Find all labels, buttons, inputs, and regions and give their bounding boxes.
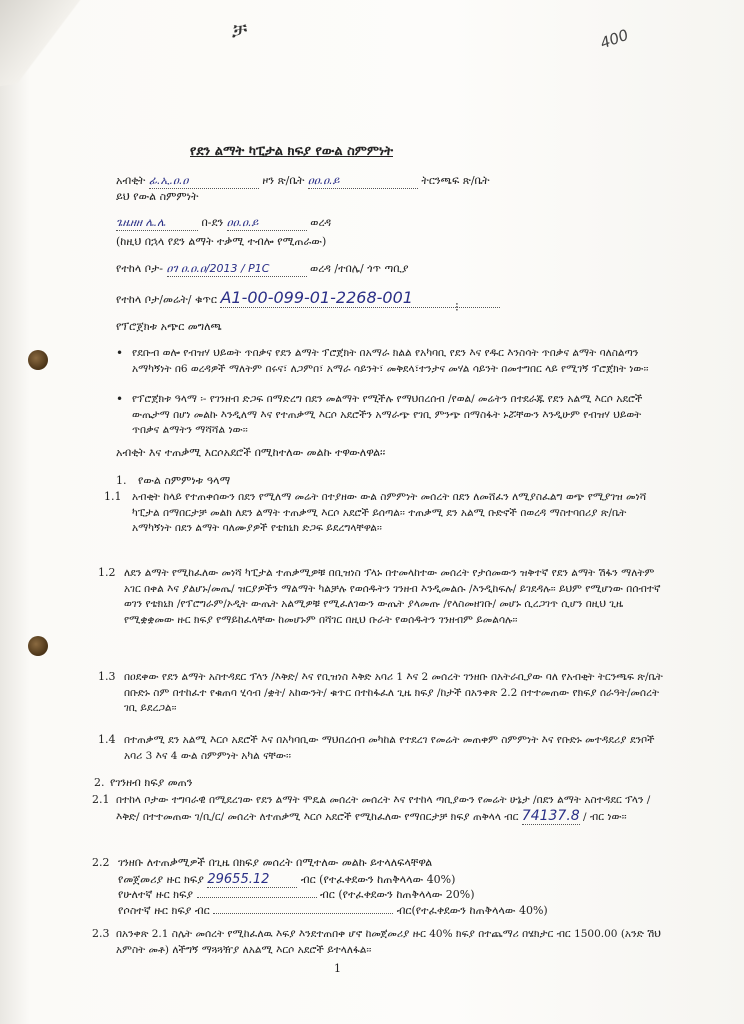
header-row-6: የተከላ ቦታ/መሬት/ ቁጥር A1-00-099-01-2268-001 [116,288,500,308]
handwritten-mark: ቻ [232,18,248,42]
header-row-3: ጌዜዘዘ ሌ.ሌ በ-ደን ዐዐ.ዐ.ይ ወረዳ [116,216,332,229]
bullet-text-1: የደቡብ ወሎ የብዝሃ ህይወት ጥበቃና የደን ልማት ፕሮጀክት በአማራ ክልል የአካባቢ የደን እና የዱር እንስሳት ጥበቃና ልማት ባለስልጣን አማካኝነት በ6 ወረዳዎች ማለትም በሩና፣ ለጋምበ፣ አማራ ሳይንት፣ መቅደላ፣ተንታና መሃል ሳይንት በመተግበር ላይ የሚገኝ ፕሮጀክት ነው፡፡ [132,347,649,375]
handwritten-zone: ፊ.ኢ.ዐ.ዐ [149,174,259,189]
punch-hole-bottom [28,636,48,656]
corner-number: 400 [597,25,631,53]
header-row-5: የተከላ ቦታ- ዐገ ዐ.ዐ.ዐ/2013 / P1C ወረዳ /ተበሌ/ ጎጥ ጣቢያ [116,262,409,275]
clause-number: 1.3 [98,670,116,683]
bullet-text-2: የፕሮጀክቱ ዓላማ ፡- የገንዘብ ድጋፍ በማድረግ በደን መልማት የሚችሉ የማህበረሰብ /የወል/ መሬትን በተደራጁ የደን አልሚ እርሶ አደሮች ውጤታማ በሆነ መልኩ እንዲለማ እና የተጠቃሚ እርሶ አደሮችን አማራጭ የገቢ ምንጭ በማስፋት ኑሯቸውን እንዲሁም የብዝሃ ህይወት ጥበቃና ልማትን ማሻሻል ነው፡፡ [132,393,643,436]
header-row-2: ይህ የውል ስምምነት [116,190,199,203]
project-summary-heading: የፕሮጀክቱ አጭር መግለጫ [116,320,222,333]
clause-text: በተከላ ቦታው ተግባራዊ በሚደረገው የደን ልማት ሞዴል መሰረት መሰረት እና የተከላ ጣቢያውን የመሬት ሁኔታ /በደን ልማት አስተዳደር ፕላን /እቅድ/ በተተመጠው ገ/ቢ/ር/ መሰረት ለተጠቃሚ እርሶ አደሮች የሚከፈለው የማበርታቻ ክፍያ ጠቅላላ ብር 74137.8 / ብር ነው፡፡ [116,794,651,824]
payment-line-2: የሁለተኛ ዙር ክፍያ ብር (የተፈቀደውን ከጠቅላላው 20%) [118,888,475,901]
header-row-4: (ከዚህ በኋላ የደን ልማት ተቃሚ ተብሎ የሚጠራው) [116,235,327,248]
handwritten-total-amount: 74137.8 [521,807,580,824]
clause-number: 2.1 [92,793,110,806]
page-number: 1 [334,962,341,975]
blank-third-payment [213,913,393,914]
clause-text: በአንቀጽ 2.1 ስሌት መሰረት የሚከፈለዉ እፍያ እንደተጠበቀ ሆኖ ከመጀመሪያ ዙር 40% ክፍያ በተጨማሪ በሄክታር ብር 1500.00 (አንድ ሽህ አምስት መቶ) ለችግኝ ማጓጓዥያ ለአልሚ እርሶ አደሮች ይተላለፋል፡፡ [116,928,661,956]
punch-hole-top [28,350,48,370]
clause-number: 1.1 [104,490,122,503]
section-title: የገንዘብ ክፍያ መጠን [110,776,193,789]
section-number: 2. [94,776,105,789]
clause-number: 2.2 [92,856,110,869]
document-title: የደን ልማት ካፒታል ክፍያ የውል ስምምነት [190,144,393,159]
handwritten-woreda: ዐዐ.ዐ.ይ [227,216,307,231]
handwritten-group-name: ጌዜዘዘ ሌ.ሌ [116,216,198,231]
clause-text: አብቂት ከላይ የተጠቀሰውን በደን የሚለማ መሬት በተያዘው ውል ስምምነት መሰረት በደን ለመሸፈን ለሚያስፈልግ ወጭ የሚያገዝ መነሻ ካፒታል በማበርታቻ መልክ ለደን ልማት ተጠቃሚ እርሶ አደሮች ይሰጣል፡፡ ተጠቃሚ ደን አልሚ ቡድኖች በወረዳ ማስተባበሪያ ጽ/ቤት አማካኝነት በደን ልማት ባለሙያዎች የቴክኒክ ድጋፍ ይደረግላቸዋል፡፡ [132,491,647,534]
header-row-1: አብቂት ፊ.ኢ.ዐ.ዐ ዞን ጽ/ቤት ዐዐ.ዐ.ይ ትርንጫፍ ጽ/ቤት [116,174,490,187]
clause-text: በዐደቀው የደን ልማት አስተዳደር ፕላን /እቅድ/ እና የቢዝነስ እቅድ አባሪ 1 እና 2 መሰረት ገንዘቡ በአትራቢያው ባለ የአብቂት ትርንጫፍ ጽ/ቤት በቡድኑ ስም በተከፈተ የቁጠባ ሂሳብ /ቋት/ አከውንት/ ቁጥር በተከፋፈለ ጊዜ ክፍያ /ከታች በአንቀጽ 2.2 በተተመጠው የክፍያ ሰራዓት/መሰረት ገቢ ይደረጋል፡፡ [124,671,663,714]
clause-number: 1.2 [98,566,116,579]
page-curl [0,0,107,88]
clause-text: በተጠቃሚ ደን አልሚ እርሶ አደሮች እና በአካባቢው ማህበረሰብ መካከል የተደረገ የመሬት መጠቀም ስምምነት እና የቡድኑ መተዳደሪያ ደንቦች አባሪ 3 እና 4 ውል ስምምነት አካል ናቸው፡፡ [124,734,655,762]
bullet-marker: • [116,392,124,406]
agreement-intro: አብቂት እና ተጠቃሚ እርሶአደሮች በሚከተለው መልኩ ተዋውለዋል፡፡ [116,446,386,459]
stray-dots: ⁝ [455,300,459,314]
bullet-marker: • [116,346,124,360]
payment-intro: ገንዘቡ ለተጠቃሚዎች በጊዜ በክፍያ መሰረት በሚተለው መልኩ ይተላለፍላቸዋል [118,856,433,869]
blank-second-payment [197,897,317,898]
handwritten-first-payment: 29655.12 [207,872,297,888]
handwritten-parcel-number: A1-00-099-01-2268-001 [220,288,500,308]
payment-line-1: የመጀመሪያ ዙር ክፍያ 29655.12 ብር (የተፈቀደውን ከጠቅላላው 40%) [118,872,456,887]
clause-text: ለደን ልማት የሚከፈለው መነሻ ካፒታል ተጠቃሚዎቹ በቢዝነስ ፕላኑ በተመላከተው መሰረት የታሰመውን ዝቅተኛ የደን ልማት ሽፋን ማለትም አገር በቀል እና ያልሆኑ/መጤ/ ዝርያዎችን ማልማት ካልቻሉ የወሰዱትን ገንዘብ እንዲመልሱ /እንዲከፍሉ/ ይገደዳሉ፡፡ ይህም የሚሆነው በሰብተኛ ወገን የቴክኒክ /የፕሮግራም/ኦዲት ውጤት አልሚዎቹ የሚፈለገውን ውጤት ያላመጡ /የላስመዘገቡ/ መሆኑ ሲረጋገጥ ሲሆን በዚህ ጊዜ የሚቋቋመው ዙር ክፍያ የማይከፈላቸው ከመሆኑም በሻገር በዚህ ቡራት የወሰዱትን ገንዘብም ይመልሳሉ፡፡ [124,567,661,626]
section-title: የውል ስምምነቱ ዓላማ [138,474,231,487]
handwritten-site-code: ዐገ ዐ.ዐ.ዐ/2013 / P1C [167,262,307,277]
section-number: 1. [116,474,127,487]
clause-number: 1.4 [98,733,116,746]
payment-line-3: የሶስተኛ ዙር ክፍያ ብር ብር(የተፈቀደውን ከጠቅላላው 40%) [118,904,548,917]
handwritten-branch: ዐዐ.ዐ.ይ [308,174,418,189]
clause-number: 2.3 [92,927,110,940]
